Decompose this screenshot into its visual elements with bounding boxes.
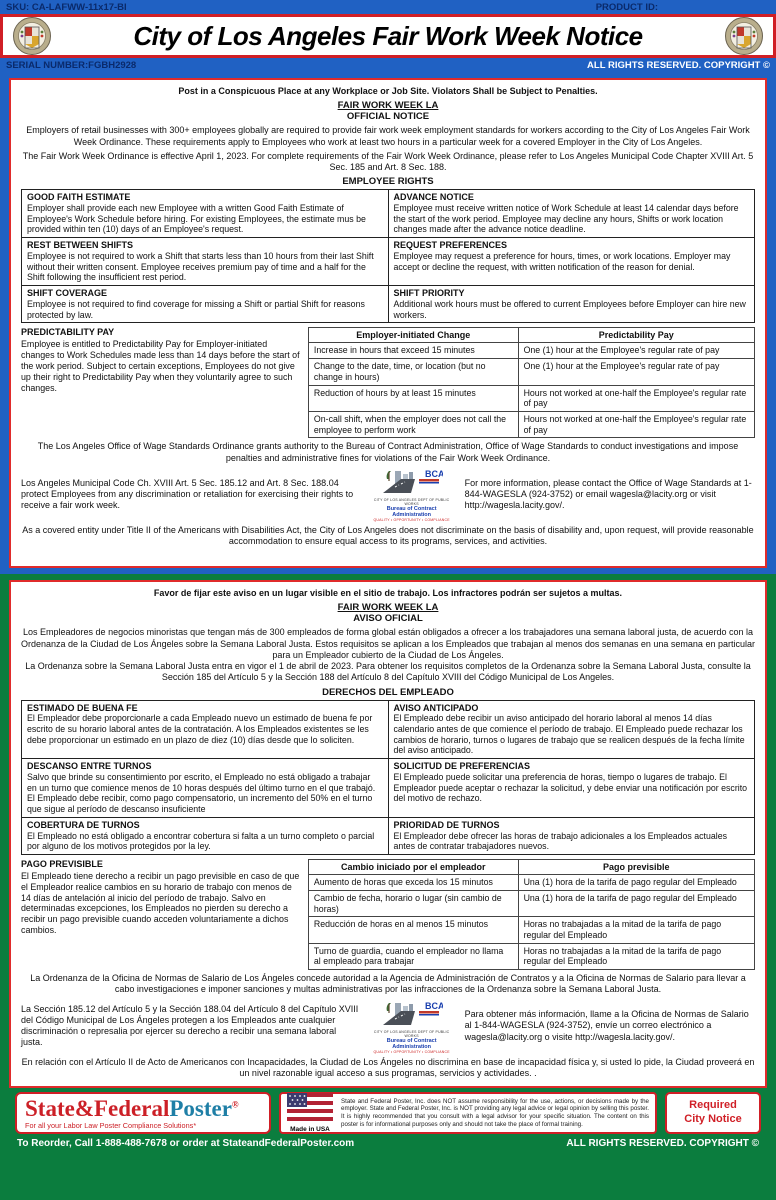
title-band xyxy=(0,14,776,58)
es-effective: La Ordenanza sobre la Semana Laboral Justa entra en vigor el 1 de abril de 2023. Para obtener los requisitos completos de la Ordenanza sobre la Semana Laboral Justa, consulte la Sección 185 del Artículo 5 y la Sección 188 del Artículo 8 del Capítulo XVIII del Código Municipal de Los Angeles. xyxy=(25,661,751,683)
bca-caption-motto: QUALITY • OPPORTUNITY • COMPLIANCE xyxy=(373,517,450,522)
en-post-line: Post in a Conspicuous Place at any Workplace or Job Site. Violators Shall be Subject to Penalties. xyxy=(178,86,598,96)
es-info-row xyxy=(21,999,755,1054)
en-subheading: OFFICIAL NOTICE xyxy=(346,111,430,123)
es-pay-r4-cambio: Turno de guardia, cuando el empleador no llama al empleado para trabajar xyxy=(308,943,518,969)
es-post-line: Favor de fijar este aviso en un lugar visible en el sitio de trabajo. Los infractores podrán ser sujetos a multas. xyxy=(153,588,623,598)
serial-number: SERIAL NUMBER:FGBH2928 xyxy=(6,59,137,71)
spanish-section xyxy=(0,574,776,1200)
bca-caption-bureau: Bureau of Contract Administration xyxy=(386,505,437,518)
en-right-shift-coverage: SHIFT COVERAGE Employee is not required to find coverage for missing a Shift or partial Shift for reasons protected by law. xyxy=(22,286,389,323)
en-right-good-faith: GOOD FAITH ESTIMATE Employer shall provide each new Employee with a written Good Faith Estimate of Employee's Work Schedule before hiring. For existing Employees, the estimate mus be provided within ten (10) days of an Employee's request. xyxy=(22,190,389,238)
en-effective: The Fair Work Week Ordinance is effective April 1, 2023. For complete requirements of the Fair Work Week Ordinance, please refer to Los Angeles Municipal Code Chapter XVIII Art. 5 Sec. 185 and Art. 8 Sec. 188. xyxy=(22,150,754,172)
es-right-solicitud: SOLICITUD DE PREFERENCIAS El Empleado puede solicitar una preferencia de horas, tiempo o lugares de trabajo. El Empleador puede aceptar o rechazar la solicitud, y debe enviar una notificación por escrito del motivo de rechazo. xyxy=(388,759,755,818)
en-pay-r4-pay: Hours not worked at one-half the Employee's regular rate of pay xyxy=(518,411,754,437)
es-pago-text: El Empleado tiene derecho a recibir un pago previsible en caso de que el Empleador realice cambios en su horario de trabajo con menos de 14 días de antelación al inicio del período de trabajo. Salvo en determinadas excepciones, los Empleados no pierden su derecho a recibir un pago previsible cuando acceden voluntariamente a dichos cambios. xyxy=(21,870,300,936)
en-pay-r3-pay: Hours not worked at one-half the Employee's regular rate of pay xyxy=(518,385,754,411)
bca-graphic-icon xyxy=(381,999,443,1025)
es-subheading: AVISO OFICIAL xyxy=(353,613,423,625)
bca-logo xyxy=(369,999,455,1054)
copyright-bottom: ALL RIGHTS RESERVED. COPYRIGHT © xyxy=(566,1138,759,1150)
table-row xyxy=(308,343,754,359)
made-in-usa-label: Made in USA xyxy=(290,1126,330,1134)
logo-text-poster: Poster xyxy=(169,1096,232,1122)
en-info-row xyxy=(21,467,755,522)
en-pay-r4-change: On-call shift, when the employer does not call the employee to perform work xyxy=(308,411,518,437)
es-right-prioridad: PRIORIDAD DE TURNOS El Empleador debe ofrecer las horas de trabajo adicionales a los Empleados actuales antes de contratar trabajadores nuevos. xyxy=(388,817,755,854)
product-id-label: PRODUCT ID: xyxy=(595,1,658,13)
es-pay-r2-pago: Una (1) hora de la tarifa de pago regular del Empleado xyxy=(518,890,754,916)
es-pay-r1-pago: Una (1) hora de la tarifa de pago regular del Empleado xyxy=(518,875,754,891)
en-right-advance-notice: ADVANCE NOTICE Employee must receive written notice of Work Schedule at least 14 calendar days before the start of the work period. Employee may decline any hours, Shifts or work location changes made after the advance notice deadline. xyxy=(388,190,755,238)
es-pay-r3-pago: Horas no trabajadas a la mitad de la tarifa de pago regular del Empleado xyxy=(518,917,754,943)
top-meta-bar xyxy=(0,0,776,14)
en-intro: Employers of retail businesses with 300+ employees globally are required to provide fair work week employment standards for workers according to the City of Los Angeles Fair Work Week Ordinance. These requirements apply to Employees who work at least two hours in a particular week for a covered Employer in the City of Los Angeles. xyxy=(26,125,750,147)
us-flag-icon xyxy=(287,1093,333,1121)
en-code-protect: Los Angeles Municipal Code Ch. XVIII Art. 5 Sec. 185.12 and Art. 8 Sec. 188.04 protect Employees from any discrimination or retaliation for exercising their rights to receive a fair work week. xyxy=(21,477,354,511)
en-predictability-table xyxy=(308,327,755,438)
en-rights-table xyxy=(21,189,755,323)
logo-text-state-federal: State&Federal xyxy=(25,1096,170,1122)
en-pay-header-pay: Predictability Pay xyxy=(518,328,754,343)
es-pay-r2-cambio: Cambio de fecha, horario o lugar (sin cambio de horas) xyxy=(308,890,518,916)
es-right-estimado: ESTIMADO DE BUENA FE El Empleador debe proporcionarle a cada Empleado nuevo un estimado de buena fe por escrito de su horario laboral antes de la contratación. A los Empleados existentes se les debe proporcionar un estimado en un plazo de diez (10) días desde que lo soliciten. xyxy=(22,700,389,759)
table-row xyxy=(308,917,754,943)
disclaimer-box xyxy=(279,1092,657,1134)
table-row xyxy=(308,411,754,437)
es-right-descanso: DESCANSO ENTRE TURNOS Salvo que brinde su consentimiento por escrito, el Empleado no está obligado a trabajar en un turno que comience menos de 10 horas después del último turno en el que trabajó. El Empleado debe recibir, como pago compensatorio, un incremento del 50% en el turno que sigue al período de descanso insuficiente xyxy=(22,759,389,818)
es-right-aviso-anticipado: AVISO ANTICIPADO El Empleado debe recibir un aviso anticipado del horario laboral al menos 14 días calendario antes de que comience el período de trabajo. El Empleado puede rechazar los cambios de horario, turnos o lugares de trabajo que se realicen después de la fecha límite del aviso anticipado. xyxy=(388,700,755,759)
english-section xyxy=(0,72,776,574)
es-authority: La Ordenanza de la Oficina de Normas de Salario de Los Ángeles concede autoridad a la Agencia de Administración de Contratos y a la Oficina de Normas de Salario para llevar a cabo investigaciones e imponer sanciones y multas administrativas por las infracciones de la Ordenanza sobre la Semana Laboral Justa. xyxy=(30,973,746,995)
disclaimer-text: State and Federal Poster, Inc. does NOT assume responsibility for the use, actions, or decisions made by the employer. State and Federal Poster, Inc. is NOT providing any legal advice or legal opinion by selling this poster. It is highly recommended that you consult with a legal advisor for your specific situation. The content on this poster is for informational purposes only and should not take the place of formal training. xyxy=(341,1097,649,1128)
en-rights-title: EMPLOYEE RIGHTS xyxy=(342,176,434,188)
en-right-request-preferences: REQUEST PREFERENCES Employee may request a preference for hours, times, or work locations. Employer may accept or decline the request, with written notification of the reason for denial. xyxy=(388,238,755,286)
publisher-footer xyxy=(9,1088,767,1137)
es-pay-r3-cambio: Reducción de horas en al menos 15 minutos xyxy=(308,917,518,943)
es-more-info: Para obtener más información, llame a la Oficina de Normas de Salario al 1-844-WAGESLA (924-3752), envíe un correo electrónico a wagesla@lacity.org o visite http://wagesla.lacity.gov/. xyxy=(464,1009,749,1042)
en-pay-r1-pay: One (1) hour at the Employee's regular rate of pay xyxy=(518,343,754,359)
es-rights-title: DERECHOS DEL EMPLEADO xyxy=(322,686,454,698)
es-pago-title: PAGO PREVISIBLE xyxy=(21,859,103,870)
table-row xyxy=(308,890,754,916)
en-pay-r2-pay: One (1) hour at the Employee's regular rate of pay xyxy=(518,359,754,385)
en-pay-r2-change: Change to the date, time, or location (but no change in hours) xyxy=(308,359,518,385)
bca-graphic-icon xyxy=(381,467,443,493)
reorder-text: To Reorder, Call 1-888-488-7678 or order at StateandFederalPoster.com xyxy=(17,1138,355,1150)
en-pay-header-change: Employer-initiated Change xyxy=(308,328,518,343)
en-predictability-title: PREDICTABILITY PAY xyxy=(21,327,115,338)
bca-logo xyxy=(369,467,455,522)
es-intro: Los Empleadores de negocios minoristas que tengan más de 300 empleados de forma global están obligados a ofrecer a los trabajadores una semana laboral justa, de acuerdo con la Ordenanza de la Ciudad de Los Ángeles sobre la Semana Laboral Justa. Estos requisitos se aplican a los Empleados que trabajan al menos dos semanas en una semana en particular para un Empleador cubierto de la Ciudad de Los Ángeles. xyxy=(21,627,755,660)
svg-text:BCA: BCA xyxy=(424,468,443,479)
en-predictability-text: Employee is entitled to Predictability Pay for Employer-initiated changes to Work Schedules made less than 14 days before the start of the work period. Subject to certain exceptions, Employees do not give up their right to Predictability Pay when they voluntarily agree to such changes. xyxy=(21,339,300,393)
en-right-rest-between-shifts: REST BETWEEN SHIFTS Employee is not required to work a Shift that starts less than 10 hours from their last Shift without their written consent. Employee receives premium pay of time and a half for the Shift following the insufficient rest period. xyxy=(22,238,389,286)
en-pay-r3-change: Reduction of hours by at least 15 minutes xyxy=(308,385,518,411)
bca-caption-motto: QUALITY • OPPORTUNITY • COMPLIANCE xyxy=(373,1049,450,1054)
es-ada: En relación con el Artículo II de Acto de Americanos con Incapacidades, la Ciudad de Los Ángeles no discrimina en base de incapacidad física y, si usted lo pide, la Ciudad proveerá en un nivel razonable igual acceso a sus programas, servicios y actividades. . xyxy=(21,1056,755,1078)
es-pago-table xyxy=(308,859,755,970)
svg-text:BCA: BCA xyxy=(424,1000,443,1011)
copyright-top: ALL RIGHTS RESERVED. COPYRIGHT © xyxy=(587,59,770,71)
es-pay-r1-cambio: Aumento de horas que exceda los 15 minutos xyxy=(308,875,518,891)
state-federal-poster-logo xyxy=(15,1092,271,1134)
en-right-shift-priority: SHIFT PRIORITY Additional work hours must be offered to current Employees before Employer can hire new workers. xyxy=(388,286,755,323)
table-row xyxy=(308,359,754,385)
logo-tagline: For all your Labor Law Poster Compliance Solutions* xyxy=(25,1121,197,1131)
es-right-cobertura: COBERTURA DE TURNOS El Empleado no está obligado a encontrar cobertura si falta a un turno completo o parcial por alguno de los motivos protegidos por la ley. xyxy=(22,817,389,854)
spanish-notice-box xyxy=(9,580,767,1088)
la-city-seal-icon xyxy=(725,17,763,55)
serial-bar xyxy=(0,58,776,72)
reorder-strip xyxy=(9,1137,767,1152)
required-city-notice-badge: Required City Notice xyxy=(665,1092,761,1134)
en-authority: The Los Angeles Office of Wage Standards Ordinance grants authority to the Bureau of Contract Administration, Office of Wage Standards to conduct investigations and impose penalties and administrative fines for violations of the Fair Work Week Ordinance. xyxy=(37,441,739,463)
table-row xyxy=(308,385,754,411)
english-notice-box xyxy=(9,78,767,568)
la-city-seal-icon xyxy=(13,17,51,55)
bca-caption-dept: CITY OF LOS ANGELES DEPT OF PUBLIC WORKS xyxy=(373,497,450,506)
es-pay-header-cambio: Cambio iniciado por el empleador xyxy=(308,860,518,875)
es-pay-r4-pago: Horas no trabajadas a la mitad de la tarifa de pago regular del Empleado xyxy=(518,943,754,969)
registered-mark: ® xyxy=(231,1099,239,1110)
poster-title: City of Los Angeles Fair Work Week Notice xyxy=(133,20,643,51)
es-code-protect: La Sección 185.12 del Artículo 5 y la Sección 188.04 del Artículo 8 del Capítulo XVIII del Código Municipal de Los Ángeles protegen a los Empleados ante cualquier discriminación o represalia por ejercer su derecho a recibir una semana laboral justa. xyxy=(21,1003,359,1048)
es-rights-table xyxy=(21,700,755,856)
table-row xyxy=(308,943,754,969)
en-more-info: For more information, please contact the Office of Wage Standards at 1-844-WAGESLA (924-3752) or email wagesla@lacity.org or visit http://wagesla.lacity.gov/. xyxy=(464,477,752,511)
en-ada: As a covered entity under Title II of the Americans with Disabilities Act, the City of Los Angeles does not discriminate on the basis of disability and, upon request, will provide reasonable accommodation to ensure equal access to its programs, services, and activities. xyxy=(22,524,754,547)
en-pay-r1-change: Increase in hours that exceed 15 minutes xyxy=(308,343,518,359)
table-row xyxy=(308,875,754,891)
bca-caption-dept: CITY OF LOS ANGELES DEPT OF PUBLIC WORKS xyxy=(373,1029,450,1038)
bca-caption-bureau: Bureau of Contract Administration xyxy=(386,1037,437,1050)
es-pago-block xyxy=(21,859,755,970)
en-heading: FAIR WORK WEEK LA xyxy=(337,100,439,112)
sku-label: SKU: CA-LAFWW-11x17-BI xyxy=(6,1,127,13)
es-heading: FAIR WORK WEEK LA xyxy=(337,602,439,614)
en-predictability-block xyxy=(21,327,755,438)
es-pay-header-pago: Pago previsible xyxy=(518,860,754,875)
